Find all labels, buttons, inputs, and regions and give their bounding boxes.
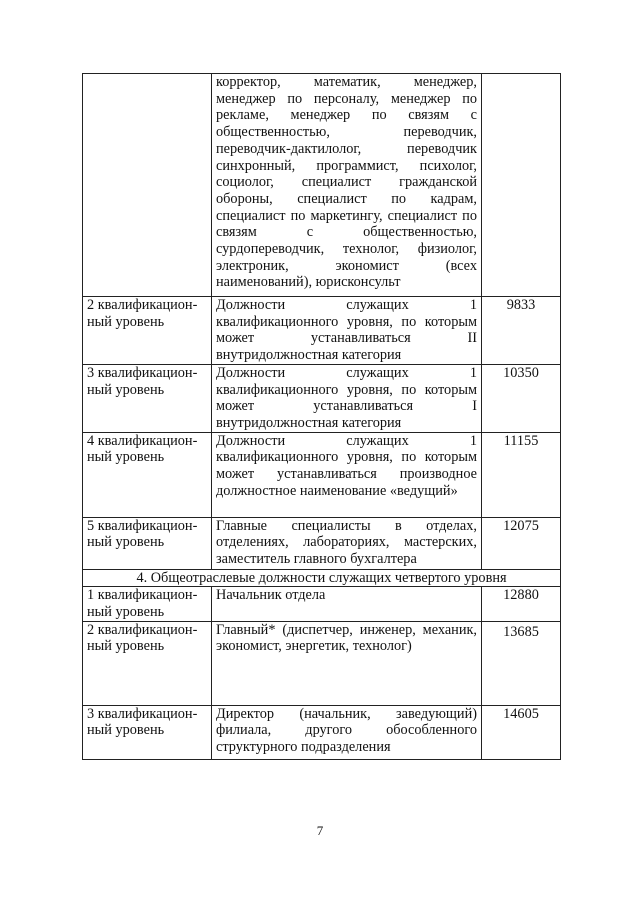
salary-cell: 11155	[482, 432, 561, 517]
table-row	[83, 705, 561, 759]
salary-cell: 10350	[482, 364, 561, 432]
level-cell: 1 квалификацион-ный уровень	[83, 587, 212, 621]
salary-cell: 9833	[482, 297, 561, 365]
table-row	[83, 432, 561, 517]
group-header-row	[83, 569, 561, 587]
salary-cell: 12075	[482, 517, 561, 569]
table-row	[83, 74, 561, 297]
table-row	[83, 297, 561, 365]
positions-cell: Директор (начальник, заведующий) филиала, другого обособленного структурного подразделения	[212, 705, 482, 759]
positions-cell: Главный* (диспетчер, инженер, механик, экономист, энергетик, технолог)	[212, 621, 482, 705]
level-cell: 2 квалификацион-ный уровень	[83, 621, 212, 705]
level-cell: 4 квалификацион-ный уровень	[83, 432, 212, 517]
positions-cell: Должности служащих 1 квалификационного уровня, по которым может устанавливаться II внутридолжностная категория	[212, 297, 482, 365]
salary-cell: 12880	[482, 587, 561, 621]
level-cell: 3 квалификацион-ный уровень	[83, 364, 212, 432]
salary-cell: 13685	[482, 621, 561, 705]
table-row	[83, 621, 561, 705]
group-header: 4. Общеотраслевые должности служащих четвертого уровня	[83, 569, 561, 587]
positions-cell: Должности служащих 1 квалификационного уровня, по которым может устанавливаться I внутридолжностная категория	[212, 364, 482, 432]
positions-cell: корректор, математик, менеджер, менеджер по персоналу, менеджер по рекламе, менеджер по связям с общественностью, переводчик, переводчик-дактилолог, переводчик синхронный, программист, психолог, социолог, специалист гражданской обороны, специалист по кадрам, специалист по маркетингу, специалист по связям с общественностью, сурдопереводчик, технолог, физиолог, электроник, экономист (всех наименований), юрисконсульт	[212, 74, 482, 297]
page-number: 7	[316, 823, 324, 838]
level-cell	[83, 74, 212, 297]
table-row	[83, 517, 561, 569]
level-cell: 5 квалификацион-ный уровень	[83, 517, 212, 569]
level-cell: 3 квалификацион-ный уровень	[83, 705, 212, 759]
table-row	[83, 364, 561, 432]
salary-cell	[482, 74, 561, 297]
positions-cell: Главные специалисты в отделах, отделениях, лабораториях, мастерских, заместитель главного бухгалтера	[212, 517, 482, 569]
positions-cell: Начальник отдела	[212, 587, 482, 621]
positions-cell: Должности служащих 1 квалификационного уровня, по которым может устанавливаться производное должностное наименование «ведущий»	[212, 432, 482, 517]
salary-table	[82, 73, 561, 760]
table-row	[83, 587, 561, 621]
salary-cell: 14605	[482, 705, 561, 759]
level-cell: 2 квалификацион-ный уровень	[83, 297, 212, 365]
